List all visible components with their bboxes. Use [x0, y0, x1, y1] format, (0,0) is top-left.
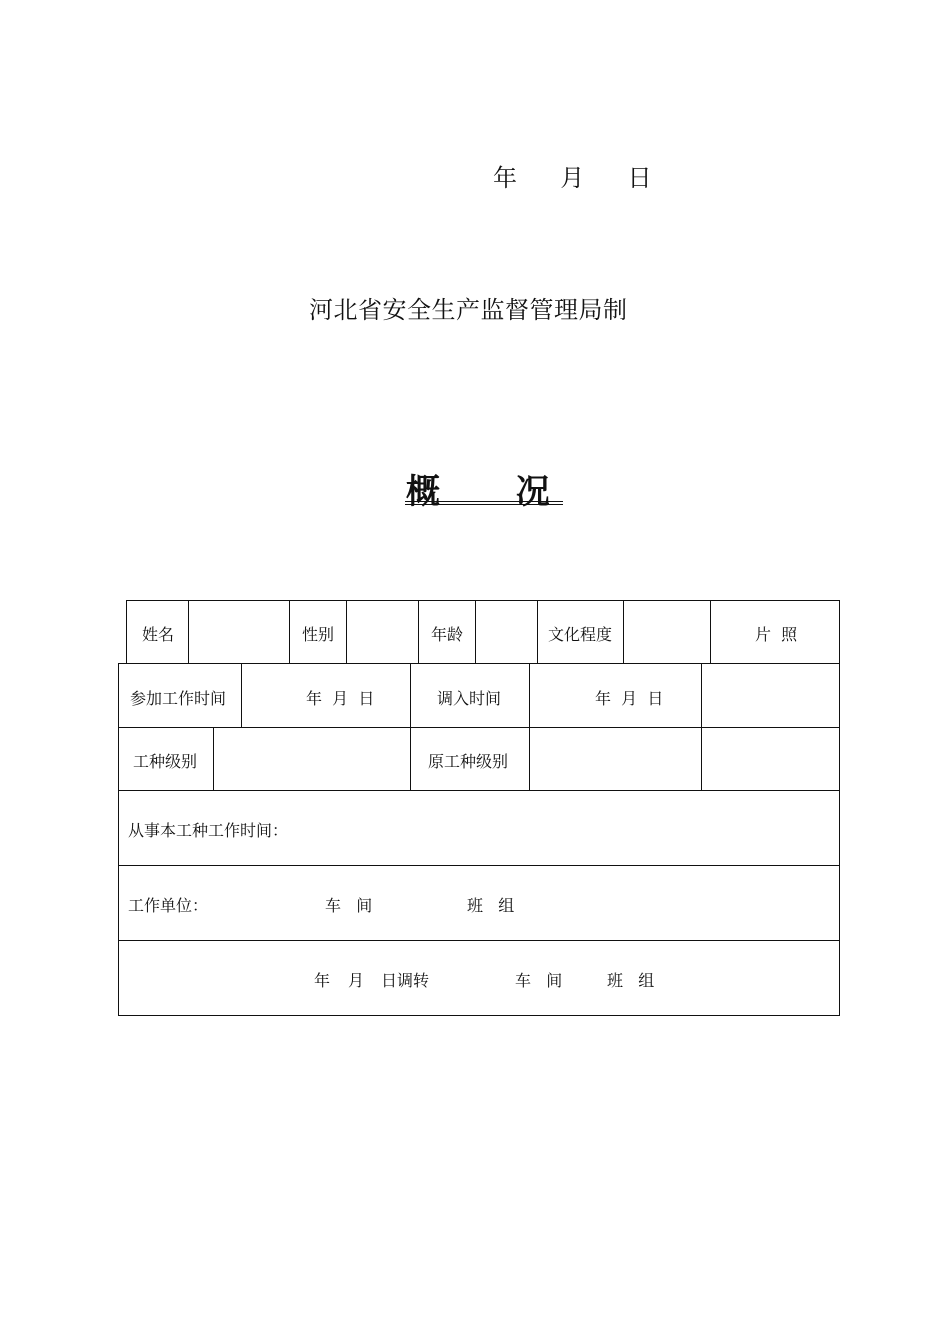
row6-top-border: [118, 940, 840, 941]
team-label: 班 组: [467, 896, 515, 915]
issuer-line: 河北省安全生产监督管理局制: [309, 296, 628, 324]
row3-divider: [213, 727, 214, 790]
row2-divider: [241, 663, 242, 727]
section-title: [406, 464, 550, 513]
date-line: [493, 158, 652, 193]
date-day: 日: [627, 164, 652, 192]
row4-top-border: [118, 790, 840, 791]
table-bottom-border: [118, 1015, 840, 1016]
join-work-label: 参加工作时间: [130, 689, 227, 708]
row1-divider: [710, 600, 711, 663]
row2-3-divider: [529, 663, 530, 790]
join-work-date: 年 月 日: [306, 689, 375, 708]
date-year: 年: [493, 164, 517, 192]
row2-3-divider: [701, 663, 702, 790]
age-label: 年龄: [431, 625, 464, 644]
table-right-border: [839, 600, 840, 1016]
row1-divider: [418, 600, 419, 663]
row2-top-border: [118, 663, 840, 664]
original-trade-label: 原工种级别: [428, 752, 509, 771]
section-title-right: 况: [515, 472, 550, 512]
transfer-month: 月: [348, 971, 365, 990]
transfer-in-date: 年 月 日: [595, 689, 664, 708]
row1-divider: [289, 600, 290, 663]
row1-top-border: [126, 600, 840, 601]
table-left-border: [118, 663, 119, 1016]
row1-divider: [623, 600, 624, 663]
row2-3-divider: [410, 663, 411, 790]
transfer-in-label: 调入时间: [437, 689, 502, 708]
row1-divider: [537, 600, 538, 663]
row1-divider: [346, 600, 347, 663]
transfer-day-label: 日调转: [381, 971, 430, 990]
name-label: 姓名: [142, 625, 175, 644]
row1-divider: [188, 600, 189, 663]
row5-top-border: [118, 865, 840, 866]
section-title-left: 概: [406, 472, 440, 512]
row1-divider: [475, 600, 476, 663]
row3-top-border: [118, 727, 840, 728]
work-unit-label: 工作单位：: [128, 896, 209, 915]
transfer-workshop-label: 车 间: [515, 971, 563, 990]
trade-duration-label: 从事本工种工作时间：: [128, 821, 289, 840]
title-underline: [405, 501, 563, 505]
gender-label: 性别: [302, 625, 335, 644]
workshop-label: 车 间: [325, 896, 373, 915]
transfer-team-label: 班 组: [607, 971, 655, 990]
photo-label: 片 照: [755, 625, 798, 644]
date-month: 月: [560, 164, 585, 192]
row1-left-border: [126, 600, 127, 663]
transfer-year: 年: [314, 971, 331, 990]
education-label: 文化程度: [548, 625, 613, 644]
trade-level-label: 工种级别: [133, 752, 198, 771]
